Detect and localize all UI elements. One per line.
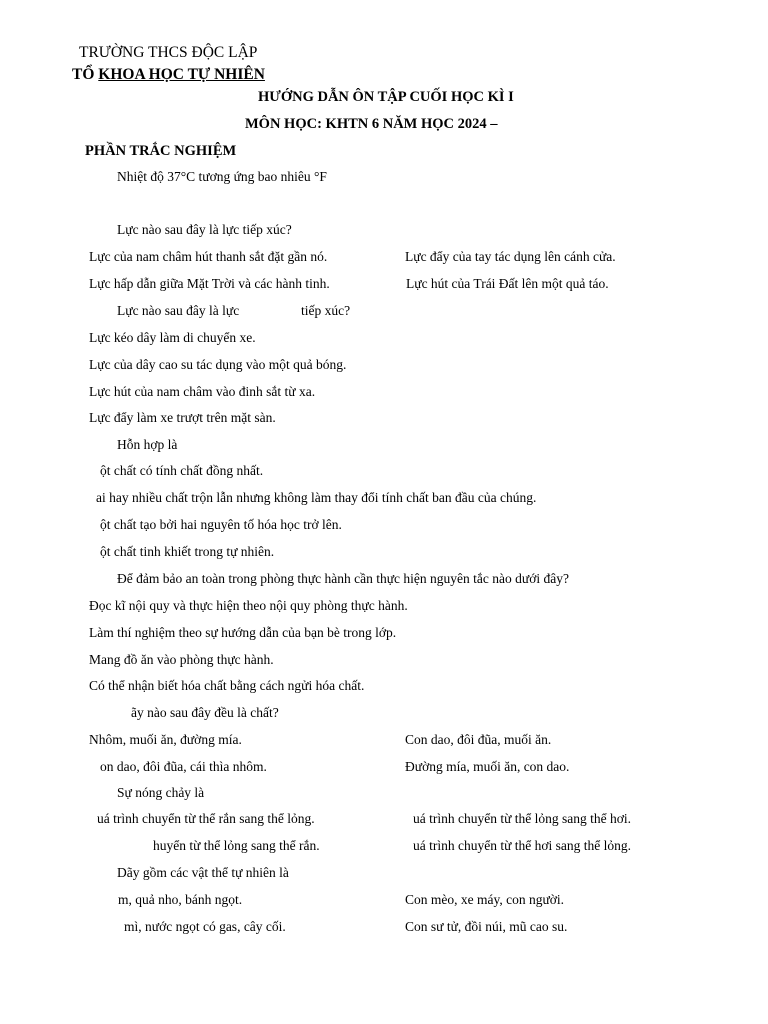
question-6-stem: ãy nào sau đây đều là chất? — [131, 705, 279, 720]
question-2-option-d: Lực hút của Trái Đất lên một quả táo. — [406, 276, 609, 291]
document-title: HƯỚNG DẪN ÔN TẬP CUỐI HỌC KÌ I — [258, 89, 514, 105]
question-6-option-a: Nhôm, muối ăn, đường mía. — [89, 732, 242, 747]
question-7-option-a: uá trình chuyển từ thể rắn sang thể lỏng. — [97, 811, 315, 826]
department-title: KHOA HỌC TỰ NHIÊN — [98, 66, 265, 83]
question-6-option-b: Con dao, đôi đũa, muối ăn. — [405, 732, 552, 747]
question-4-option-a: ột chất có tính chất đồng nhất. — [100, 463, 264, 478]
department-name — [72, 67, 265, 83]
question-5-option-d: Có thể nhận biết hóa chất bằng cách ngửi hóa chất. — [89, 678, 365, 693]
question-3-stem-start: Lực nào sau đây là lực — [117, 303, 240, 318]
department-prefix: TỔ — [72, 66, 99, 83]
question-3-option-a: Lực kéo dây làm di chuyển xe. — [89, 330, 256, 345]
question-2-option-b: Lực đẩy của tay tác dụng lên cánh cửa. — [405, 249, 616, 264]
question-2-option-c: Lực hấp dẫn giữa Mặt Trời và các hành tinh. — [89, 276, 330, 291]
question-4-option-d: ột chất tinh khiết trong tự nhiên. — [100, 544, 275, 559]
question-7-stem: Sự nóng chảy là — [117, 785, 205, 800]
question-8-option-a: m, quả nho, bánh ngọt. — [118, 892, 243, 907]
question-5-stem: Để đảm bảo an toàn trong phòng thực hành cần thực hiện nguyên tắc nào dưới đây? — [117, 571, 569, 586]
question-5-option-a: Đọc kĩ nội quy và thực hiện theo nội quy phòng thực hành. — [89, 598, 408, 613]
question-6-option-c: on dao, đôi đũa, cái thìa nhôm. — [100, 759, 267, 774]
question-5-option-c: Mang đồ ăn vào phòng thực hành. — [89, 652, 274, 667]
question-4-option-b: ai hay nhiều chất trộn lẫn nhưng không làm thay đổi tính chất ban đầu của chúng. — [96, 490, 537, 505]
question-8-option-d: Con sư tử, đồi núi, mũ cao su. — [405, 919, 568, 934]
question-3-option-d: Lực đẩy làm xe trượt trên mặt sàn. — [89, 410, 276, 425]
question-3-option-c: Lực hút của nam châm vào đinh sắt từ xa. — [89, 384, 316, 399]
question-7-option-d: uá trình chuyển từ thể hơi sang thể lỏng. — [413, 838, 632, 853]
question-2-stem: Lực nào sau đây là lực tiếp xúc? — [117, 222, 292, 237]
question-3-stem-end: tiếp xúc? — [301, 303, 351, 318]
question-2-option-a: Lực của nam châm hút thanh sắt đặt gần nó. — [89, 249, 328, 264]
question-8-stem: Dãy gồm các vật thể tự nhiên là — [117, 865, 289, 880]
section-title: PHẦN TRẮC NGHIỆM — [85, 143, 237, 159]
question-8-option-b: Con mèo, xe máy, con người. — [405, 892, 565, 907]
question-4-option-c: ột chất tạo bởi hai nguyên tố hóa học trở lên. — [100, 517, 342, 532]
subject-line: MÔN HỌC: KHTN 6 NĂM HỌC 2024 – — [245, 116, 498, 132]
question-7-option-b: uá trình chuyển từ thể lỏng sang thể hơi. — [413, 811, 632, 826]
question-7-option-c: huyển từ thể lỏng sang thể rắn. — [153, 838, 320, 853]
question-3-option-b: Lực của dây cao su tác dụng vào một quả bóng. — [89, 357, 347, 372]
question-6-option-d: Đường mía, muối ăn, con dao. — [405, 759, 570, 774]
question-4-stem: Hỗn hợp là — [117, 437, 178, 452]
question-5-option-b: Làm thí nghiệm theo sự hướng dẫn của bạn bè trong lớp. — [89, 625, 397, 640]
school-name: TRƯỜNG THCS ĐỘC LẬP — [79, 44, 258, 61]
question-1-stem: Nhiệt độ 37°C tương ứng bao nhiêu °F — [117, 169, 327, 184]
question-8-option-c: mì, nước ngọt có gas, cây cối. — [124, 919, 286, 934]
